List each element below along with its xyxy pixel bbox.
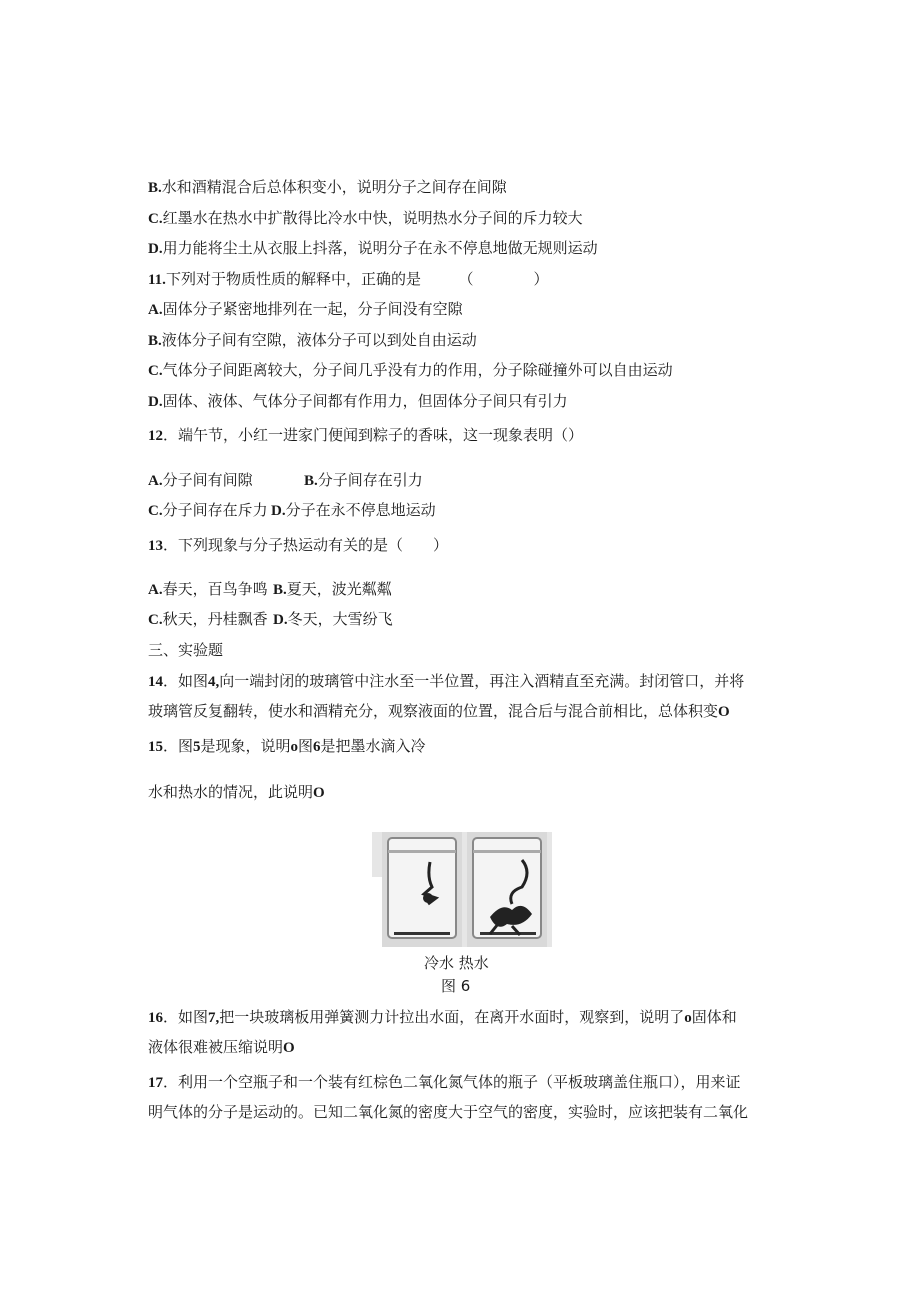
text-line: [148, 1072, 741, 1093]
item-text: 分子间有间隙: [162, 471, 253, 489]
text-line: [148, 299, 463, 320]
item-text: 玻璃管反复翻转，使水和酒精充分，观察液面的位置，混合后与混合前相比，总体积变: [148, 702, 719, 720]
item-text: 把一块玻璃板用弹簧测力计拉出水面，在离开水面时，观察到，说明了: [219, 1008, 685, 1026]
item-label: 13: [148, 538, 163, 554]
text-line: [148, 782, 325, 803]
item-label: C.: [148, 211, 163, 227]
item-text: 分子间存在引力: [317, 471, 423, 489]
item-text: 气体分子间距离较大，分子间几乎没有力的作用，分子除碰撞外可以自由运动: [162, 361, 673, 379]
item-text: 春天，百鸟争鸣: [162, 580, 268, 598]
text-line: [148, 640, 223, 660]
item-text: 夏天，波光粼粼: [286, 580, 392, 598]
text-line: [148, 500, 436, 521]
text-line: [148, 1007, 737, 1028]
text-line: [148, 391, 568, 412]
text-line: [148, 1037, 295, 1058]
item-label: A.: [148, 302, 163, 318]
text-line: [148, 609, 393, 630]
item-text: ．下列现象与分子热运动有关的是（ ）: [163, 536, 449, 554]
item-label: B.: [148, 333, 162, 349]
text-line: [148, 470, 423, 491]
item-text: 秋天，丹桂飘香: [162, 610, 268, 628]
item-label: C.: [148, 503, 163, 519]
bold-mark: 6: [313, 739, 321, 755]
text-line: [148, 579, 392, 600]
bold-mark: O: [313, 785, 325, 801]
figure-6-beakers: [372, 832, 552, 947]
text-line: [148, 535, 448, 556]
option-second: [271, 500, 436, 521]
item-label: A.: [148, 473, 163, 489]
item-label: B.: [273, 582, 287, 598]
text-line: [148, 360, 673, 381]
item-text: 是现象，说明: [200, 737, 291, 755]
item-text: 分子间存在斥力: [162, 501, 268, 519]
item-text: 冬天，大雪纷飞: [287, 610, 393, 628]
option-second: [273, 609, 393, 630]
item-text: ．如图: [163, 672, 209, 690]
item-text: 液体很难被压缩说明: [148, 1038, 284, 1056]
item-label: D.: [273, 612, 288, 628]
item-text: 水和酒精混合后总体积变小，说明分子之间存在间隙: [161, 178, 507, 196]
figure-caption: 图 6: [441, 977, 471, 995]
item-text: 水和热水的情况，此说明: [148, 783, 314, 801]
item-label: B.: [304, 473, 318, 489]
item-text: 三、实验题: [148, 641, 224, 659]
item-label: D.: [148, 241, 163, 257]
item-text: 固体分子紧密地排列在一起，分子间没有空隙: [162, 300, 463, 318]
figure-labels: 冷水 热水: [424, 954, 489, 972]
item-text: 下列对于物质性质的解释中，正确的是 （ ）: [165, 270, 549, 288]
item-text: 向一端封闭的玻璃管中注水至一半位置，再注入酒精直至充满。封闭管口，并将: [219, 672, 745, 690]
item-text: 图: [298, 737, 314, 755]
option-second: [304, 470, 423, 491]
bold-mark: o: [684, 1010, 692, 1026]
bold-mark: o: [290, 739, 299, 755]
bold-mark: O: [718, 704, 730, 720]
text-line: [148, 736, 426, 757]
item-label: 17: [148, 1075, 163, 1091]
text-line: [148, 1102, 748, 1122]
item-label: D.: [271, 503, 286, 519]
item-label: A.: [148, 582, 163, 598]
item-label: C.: [148, 363, 163, 379]
option-second: [273, 579, 392, 600]
text-line: [148, 269, 548, 290]
item-text: 明气体的分子是运动的。已知二氧化氮的密度大于空气的密度，实验时，应该把装有二氧化: [148, 1103, 749, 1121]
item-label: B.: [148, 180, 162, 196]
item-label: C.: [148, 612, 163, 628]
text-line: [148, 671, 744, 692]
item-text: 红墨水在热水中扩散得比冷水中快，说明热水分子间的斥力较大: [162, 209, 583, 227]
bold-mark: O: [283, 1040, 295, 1056]
item-text: 分子在永不停息地运动: [285, 501, 436, 519]
item-text: 固体、液体、气体分子间都有作用力，但固体分子间只有引力: [162, 392, 568, 410]
item-text: ．如图: [163, 1008, 209, 1026]
item-text: 是把墨水滴入冷: [320, 737, 426, 755]
bold-mark: 4,: [208, 674, 220, 690]
item-label: 15: [148, 739, 163, 755]
item-text: 液体分子间有空隙，液体分子可以到处自由运动: [161, 331, 477, 349]
text-line: [148, 238, 598, 259]
text-line: [148, 330, 477, 351]
bold-mark: 5: [193, 739, 201, 755]
beakers-photo: [372, 832, 552, 947]
item-text: 用力能将尘土从衣服上抖落，说明分子在永不停息地做无规则运动: [162, 239, 598, 257]
item-label: D.: [148, 394, 163, 410]
item-label: 11.: [148, 272, 166, 288]
item-label: 12: [148, 428, 163, 444]
item-text: ．图: [163, 737, 194, 755]
item-label: 16: [148, 1010, 163, 1026]
item-text: ．利用一个空瓶子和一个装有红棕色二氧化氮气体的瓶子（平板玻璃盖住瓶口），用来证: [163, 1073, 741, 1091]
text-line: [148, 701, 730, 722]
bold-mark: 7,: [208, 1010, 220, 1026]
item-text: ．端午节，小红一进家门便闻到粽子的香味，这一现象表明（）: [163, 426, 584, 444]
item-text: 固体和: [691, 1008, 737, 1026]
text-line: [148, 208, 583, 229]
text-line: [148, 425, 583, 446]
text-line: [148, 177, 507, 198]
item-label: 14: [148, 674, 163, 690]
